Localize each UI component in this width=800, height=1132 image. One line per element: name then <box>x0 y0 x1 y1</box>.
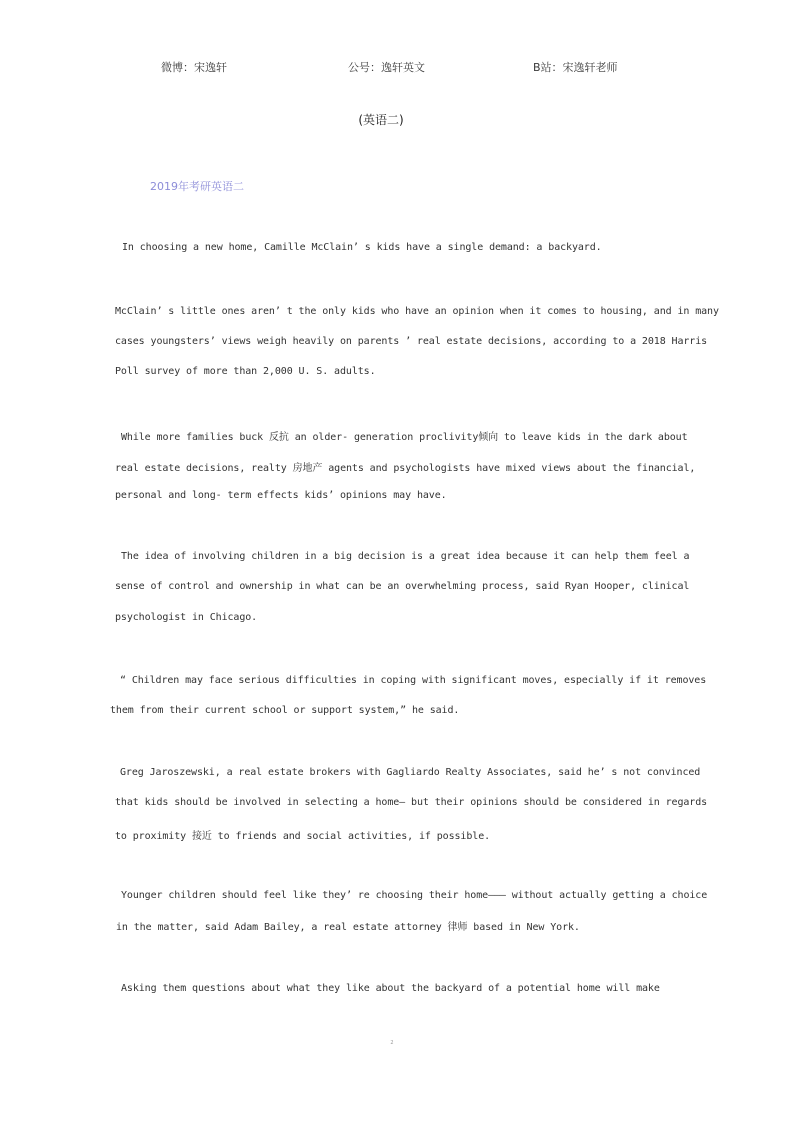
text-line: them from their current school or support system,” he said. <box>110 705 460 716</box>
text-line: In choosing a new home, Camille McClain’ s kids have a single demand: a backyard. <box>122 242 602 253</box>
text-line: psychologist in Chicago. <box>115 612 258 623</box>
text-line: The idea of involving children in a big decision is a great idea because it can help them feel a <box>121 551 690 562</box>
text-line: that kids should be involved in selecting a home— but their opinions should be considered in regards <box>115 797 708 808</box>
text-line: Greg Jaroszewski, a real estate brokers with Gagliardo Realty Associates, said he’ s not convinced <box>120 767 701 778</box>
text-line: Younger children should feel like they’ re choosing their home——— without actually getting a choice <box>121 890 708 901</box>
header-bilibili: B站：宋逸轩老师 <box>533 61 618 74</box>
text-line: cases youngsters’ views weigh heavily on parents ’ real estate decisions, according to a 2018 Harris <box>115 336 708 347</box>
text-line: real estate decisions, realty 房地产 agents and psychologists have mixed views about the financial, <box>115 463 696 474</box>
text-line: McClain’ s little ones aren’ t the only kids who have an opinion when it comes to housing, and in many <box>115 306 719 317</box>
text-line: personal and long- term effects kids’ opinions may have. <box>115 490 447 501</box>
header-weibo: 微博：宋逸轩 <box>161 61 227 74</box>
page-title: (英语二) <box>358 113 404 127</box>
text-line: to proximity 接近 to friends and social activities, if possible. <box>115 831 491 842</box>
document-subtitle: 2019年考研英语二 <box>150 180 244 193</box>
text-line: in the matter, said Adam Bailey, a real estate attorney 律师 based in New York. <box>116 922 580 933</box>
text-line: Poll survey of more than 2,000 U. S. adults. <box>115 366 376 377</box>
page-number: 2 <box>390 1040 394 1046</box>
header-gongzhonghao: 公号：逸轩英文 <box>348 61 425 74</box>
text-line: While more families buck 反抗 an older- generation proclivity倾向 to leave kids in the dark about <box>121 432 688 443</box>
text-line: sense of control and ownership in what can be an overwhelming process, said Ryan Hooper, clinical <box>115 581 690 592</box>
text-line: Asking them questions about what they like about the backyard of a potential home will make <box>121 983 660 994</box>
text-line: “ Children may face serious difficulties in coping with significant moves, especially if it removes <box>120 675 707 686</box>
